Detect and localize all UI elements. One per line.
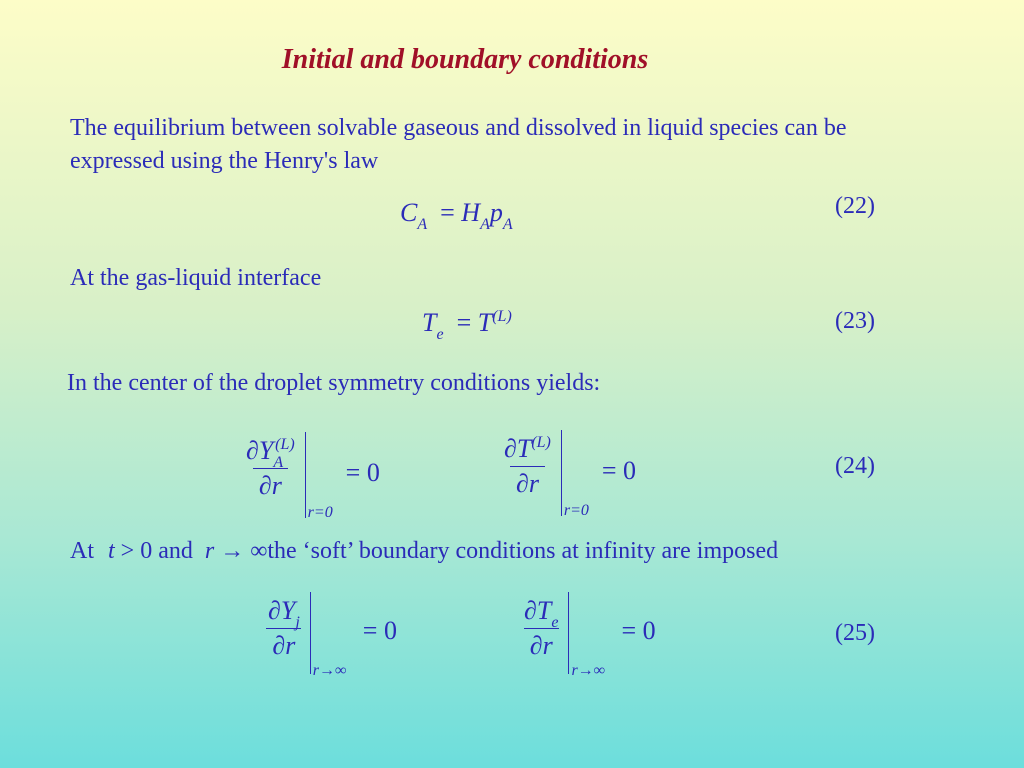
equation-25-left: $\frac{\partial Y_j}{\partial r}$ = 0 r→∞ (262, 592, 397, 680)
equation-22: $C_A = H_Ap_A$ (400, 198, 513, 233)
henry-law-paragraph: The equilibrium between solvable gaseous and dissolved in liquid species can be expressed using the Henry's law (70, 115, 847, 174)
symmetry-paragraph: In the center of the droplet symmetry conditions yields: (67, 370, 601, 396)
soft-boundary-paragraph: At t > 0 and r → ∞the ‘soft’ boundary conditions at infinity are imposed (70, 538, 779, 564)
equation-24-left: $\frac{\partial Y_A^{(L)}}{\partial r}$ = 0 r=0 (240, 432, 380, 522)
equation-number-23: (23) (835, 308, 875, 334)
soft-boundary-text: the ‘soft’ boundary conditions at infinity are imposed (267, 538, 779, 564)
equation-25-right: $\frac{\partial T_e}{\partial r}$ = 0 r→∞ (518, 592, 656, 680)
equation-number-25: (25) (835, 620, 875, 646)
interface-paragraph: At the gas-liquid interface (70, 265, 322, 291)
equation-23: $T_e = T^{(L)}$ (422, 308, 512, 343)
and-word: and (158, 538, 193, 564)
equation-number-24: (24) (835, 453, 875, 479)
at-word: At (70, 538, 94, 564)
equation-number-22: (22) (835, 193, 875, 219)
slide-title: Initial and boundary conditions (281, 44, 649, 75)
equation-24-right: $\frac{\partial T^{(L)}}{\partial r}$ = 0 r=0 (498, 430, 636, 520)
